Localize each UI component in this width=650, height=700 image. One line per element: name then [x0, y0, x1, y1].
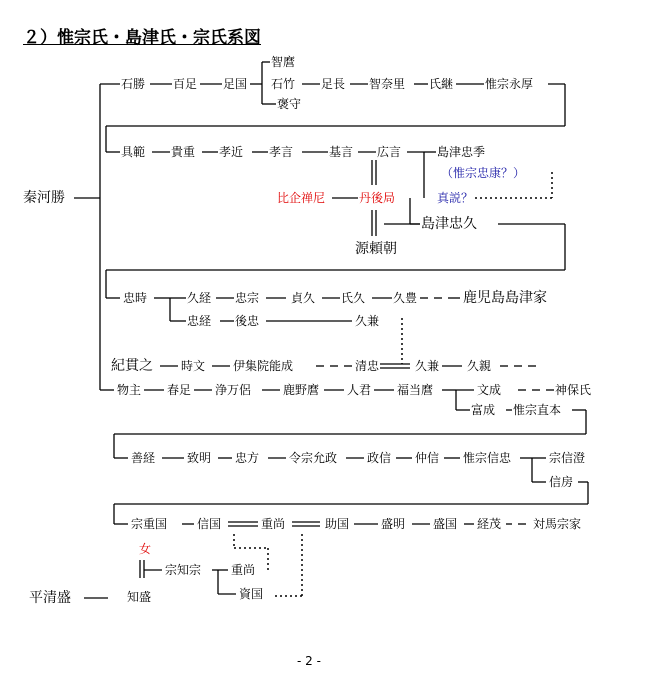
- person-shimazu-tadasue: 島津忠季: [437, 145, 486, 159]
- person-moriaki: 盛明: [381, 517, 406, 531]
- person-hisachika: 久親: [467, 359, 492, 373]
- person-sukekuni-2: 資国: [239, 587, 264, 601]
- person-kiyotada: 清忠: [355, 359, 380, 373]
- person-ishikatsu: 石勝: [121, 77, 146, 91]
- person-nobukuni: 信国: [197, 517, 222, 531]
- person-momotari: 百足: [173, 77, 198, 91]
- person-ijuin-tadanari: 伊集院能成: [233, 359, 294, 373]
- person-tadakata: 忠方: [235, 451, 260, 465]
- person-kayanomaro: 鹿野麿: [283, 383, 320, 397]
- house-tsushima-so: 対馬宗家: [533, 517, 582, 531]
- person-jomanro: 浄万侶: [215, 383, 252, 397]
- person-harutari: 春足: [167, 383, 192, 397]
- person-yoshitsune: 善経: [131, 451, 156, 465]
- person-so-tomomune: 宗知宗: [165, 563, 202, 577]
- person-minamoto-yoritomo: 源頼朝: [355, 241, 397, 257]
- person-hitokimi: 人君: [347, 383, 372, 397]
- person-hisakane: 久兼: [415, 359, 440, 373]
- person-hisatsune: 久経: [187, 291, 212, 305]
- person-ujitsugu: 氏継: [429, 77, 454, 91]
- person-tomomori: 知盛: [127, 590, 152, 604]
- person-hiki-zenni: 比企禅尼: [277, 191, 326, 205]
- person-koremune-nagaatsu: 惟宗永厚: [485, 77, 534, 91]
- person-ujihisa: 氏久: [341, 291, 366, 305]
- note-shinsetsu: 真説？: [437, 191, 474, 205]
- person-motokoto: 基言: [329, 145, 354, 159]
- house-kagoshima-shimazu: 鹿児島島津家: [463, 290, 547, 306]
- person-shigehisa: 重尚: [261, 517, 286, 531]
- person-ashikuni: 足国: [223, 77, 248, 91]
- person-chimei: 致明: [187, 451, 212, 465]
- person-monoshu: 物主: [117, 383, 142, 397]
- person-gochu: 後忠: [235, 314, 260, 328]
- person-kino-tsurayuki: 紀貫之: [111, 358, 153, 374]
- person-koremune-naomoto: 惟宗直本: [513, 403, 562, 417]
- person-taira-kiyomori: 平清盛: [29, 590, 71, 606]
- person-hisakane-upper: 久兼: [355, 314, 380, 328]
- page-number: - 2 -: [297, 654, 321, 668]
- person-ishitake: 石竹: [271, 77, 296, 91]
- person-so-nobusumi: 宗信澄: [549, 451, 586, 465]
- person-tominari: 富成: [471, 403, 496, 417]
- person-onna: 女: [139, 542, 152, 556]
- person-koremune-nobutada: 惟宗信忠: [463, 451, 512, 465]
- person-so-shigekuni: 宗重国: [131, 517, 168, 531]
- person-tadamune: 忠宗: [235, 291, 260, 305]
- person-sukekuni: 助国: [325, 517, 350, 531]
- person-hirokoto: 広言: [377, 145, 402, 159]
- person-tadatsune: 忠経: [187, 314, 212, 328]
- person-fuminari: 文成: [477, 383, 502, 397]
- person-shimazu-tadahisa: 島津忠久: [421, 216, 477, 232]
- person-koremune-tadayasu: （惟宗忠康？）: [441, 166, 526, 180]
- person-takashige: 貴重: [171, 145, 196, 159]
- page-title: ２）惟宗氏・島津氏・宗氏系図: [23, 28, 261, 48]
- person-fukutomaro: 福当麿: [397, 383, 434, 397]
- house-jinbo: 神保氏: [555, 383, 592, 397]
- person-tango-tsubone: 丹後局: [359, 191, 396, 205]
- person-masanobu: 政信: [367, 451, 392, 465]
- person-shigehisa-2: 重尚: [231, 563, 256, 577]
- person-nakanobu: 仲信: [415, 451, 440, 465]
- person-hoshu: 褒守: [277, 97, 302, 111]
- person-sadahisa: 貞久: [291, 291, 316, 305]
- person-tarinaga: 足長: [321, 77, 346, 91]
- person-tsuneshige: 経茂: [477, 517, 502, 531]
- person-gunori: 具範: [121, 145, 146, 159]
- person-morikuni: 盛国: [433, 517, 458, 531]
- person-nobufusa: 信房: [549, 475, 574, 489]
- person-reimune-yoshimasa: 令宗允政: [289, 451, 338, 465]
- person-tokifumi: 時文: [181, 359, 206, 373]
- person-shinkawakatsu: 秦河勝: [23, 190, 65, 206]
- person-chinari: 智奈里: [369, 77, 406, 91]
- person-tadatoki: 忠時: [123, 291, 148, 305]
- person-takakoto: 孝言: [269, 145, 294, 159]
- person-chimaro: 智麿: [271, 55, 296, 69]
- person-hisatoyo: 久豊: [393, 291, 418, 305]
- person-takachika: 孝近: [219, 145, 244, 159]
